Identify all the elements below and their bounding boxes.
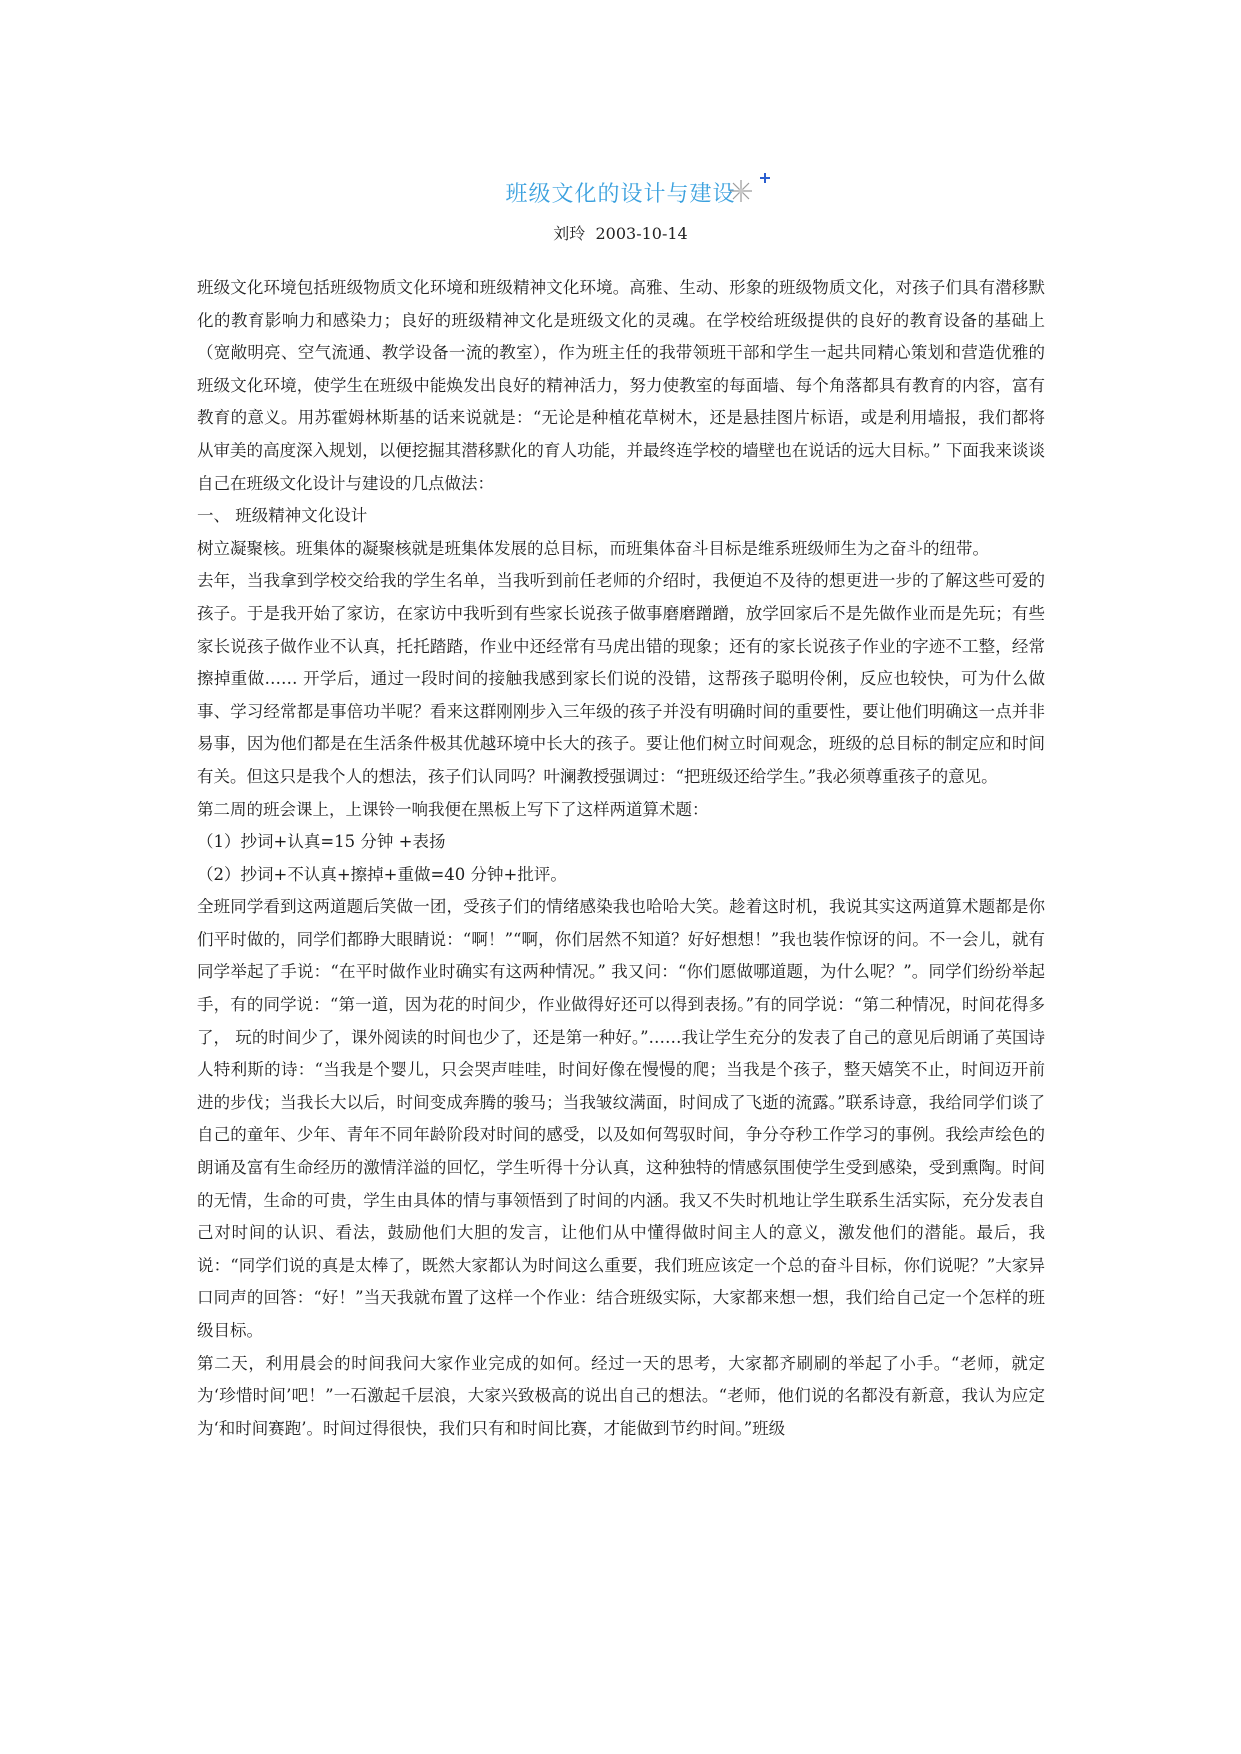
page-title: 班级文化的设计与建设 <box>505 182 736 207</box>
paragraph-class-meeting: 第二周的班会课上，上课铃一响我便在黑板上写下了这样两道算术题： <box>197 799 709 819</box>
equation-two: （2）抄词+不认真+擦掉+重做=40 分钟+批评。 <box>197 864 567 884</box>
title-block <box>0 177 1241 208</box>
paragraph-discussion: 全班同学看到这两道题后笑做一团，受孩子们的情绪感染我也哈哈大笑。趁着这时机，我说其实这两道算术题都是你们平时做的，同学们都睁大眼睛说：“啊！”“啊，你们居然不知道？好好想想！”我也装作惊讶的问。不一会儿，就有同学举起了手说：“在平时做作业时确实有这两种情况。” 我又问：“你们愿做哪道题，为什么呢？”。同学们纷纷举起手，有的同学说：“第一道，因为花的时间少，作业做得好还可以得到表扬。”有的同学说：“第二种情况，时间花得多了， 玩的时间少了，课外阅读的时间也少了，还是第一种好。”……我让学生充分的发表了自己的意见后朗诵了英国诗人特利斯的诗：“当我是个婴儿，只会哭声哇哇，时间好像在慢慢的爬；当我是个孩子，整天嬉笑不止，时间迈开前进的步伐；当我长大以后，时间变成奔腾的骏马；当我皱纹满面，时间成了飞逝的流露。”联系诗意，我给同学们谈了自己的童年、少年、青年不同年龄阶段对时间的感受，以及如何驾驭时间，争分夺秒工作学习的事例。我绘声绘色的朗诵及富有生命经历的激情洋溢的回忆，学生听得十分认真，这种独特的情感氛围使学生受到感染，受到熏陶。时间的无情，生命的可贵，学生由具体的情与事领悟到了时间的内涵。我又不失时机地让学生联系生活实际，充分发表自己对时间的认识、看法，鼓励他们大胆的发言，让他们从中懂得做时间主人的意义，激发他们的潜能。最后，我说：“同学们说的真是太棒了，既然大家都认为时间这么重要，我们班应该定一个总的奋斗目标，你们说呢？”大家异口同声的回答：“好！”当天我就布置了这样一个作业：结合班级实际，大家都来想一想，我们给自己定一个怎样的班级目标。 <box>197 897 1045 1340</box>
paragraph-intro: 班级文化环境包括班级物质文化环境和班级精神文化环境。高雅、生动、形象的班级物质文化，对孩子们具有潜移默化的教育影响力和感染力；良好的班级精神文化是班级文化的灵魂。在学校给班级提供的良好的教育设备的基础上（宽敞明亮、空气流通、教学设备一流的教室），作为班主任的我带领班干部和学生一起共同精心策划和营造优雅的班级文化环境，使学生在班级中能焕发出良好的精神活力，努力使教室的每面墙、每个角落都具有教育的内容，富有教育的意义。用苏霍姆林斯基的话来说就是：“无论是种植花草树木，还是悬挂图片标语，或是利用墙报，我们都将从审美的高度深入规划，以便挖掘其潜移默化的育人功能，并最终连学校的墙壁也在说话的远大目标。” 下面我来谈谈自己在班级文化设计与建设的几点做法： <box>197 278 1045 493</box>
author-name: 刘玲 <box>553 224 586 243</box>
article-body <box>197 272 1045 1445</box>
paragraph-core-goal: 树立凝聚核。班集体的凝聚核就是班集体发展的总目标，而班集体奋斗目标是维系班级师生为之奋斗的纽带。 <box>197 538 989 558</box>
author-date-line <box>0 221 1241 244</box>
publish-date: 2003-10-14 <box>595 224 688 243</box>
sparkle-icon <box>725 172 785 212</box>
equation-one: （1）抄词+认真=15 分钟 +表扬 <box>197 832 446 852</box>
section-heading: 一、 班级精神文化设计 <box>197 506 368 526</box>
paragraph-last-year: 去年，当我拿到学校交给我的学生名单，当我听到前任老师的介绍时，我便迫不及待的想更进一步的了解这些可爱的孩子。于是我开始了家访，在家访中我听到有些家长说孩子做事磨磨蹭蹭，放学回家后不是先做作业而是先玩；有些家长说孩子做作业不认真，托托踏踏，作业中还经常有马虎出错的现象；还有的家长说孩子作业的字迹不工整，经常擦掉重做…… 开学后，通过一段时间的接触我感到家长们说的没错，这帮孩子聪明伶俐，反应也较快，可为什么做事、学习经常都是事倍功半呢？看来这群刚刚步入三年级的孩子并没有明确时间的重要性，要让他们明确这一点并非易事，因为他们都是在生活条件极其优越环境中长大的孩子。要让他们树立时间观念，班级的总目标的制定应和时间有关。但这只是我个人的想法，孩子们认同吗？叶澜教授强调过：“把班级还给学生。”我必须尊重孩子的意见。 <box>197 571 1045 786</box>
paragraph-next-day: 第二天，利用晨会的时间我问大家作业完成的如何。经过一天的思考，大家都齐刷刷的举起了小手。“老师，就定为‘珍惜时间’吧！”一石激起千层浪，大家兴致极高的说出自己的想法。“老师，他们说的名都没有新意，我认为应定为‘和时间赛跑’。时间过得很快，我们只有和时间比赛，才能做到节约时间。”班级 <box>197 1353 1045 1438</box>
